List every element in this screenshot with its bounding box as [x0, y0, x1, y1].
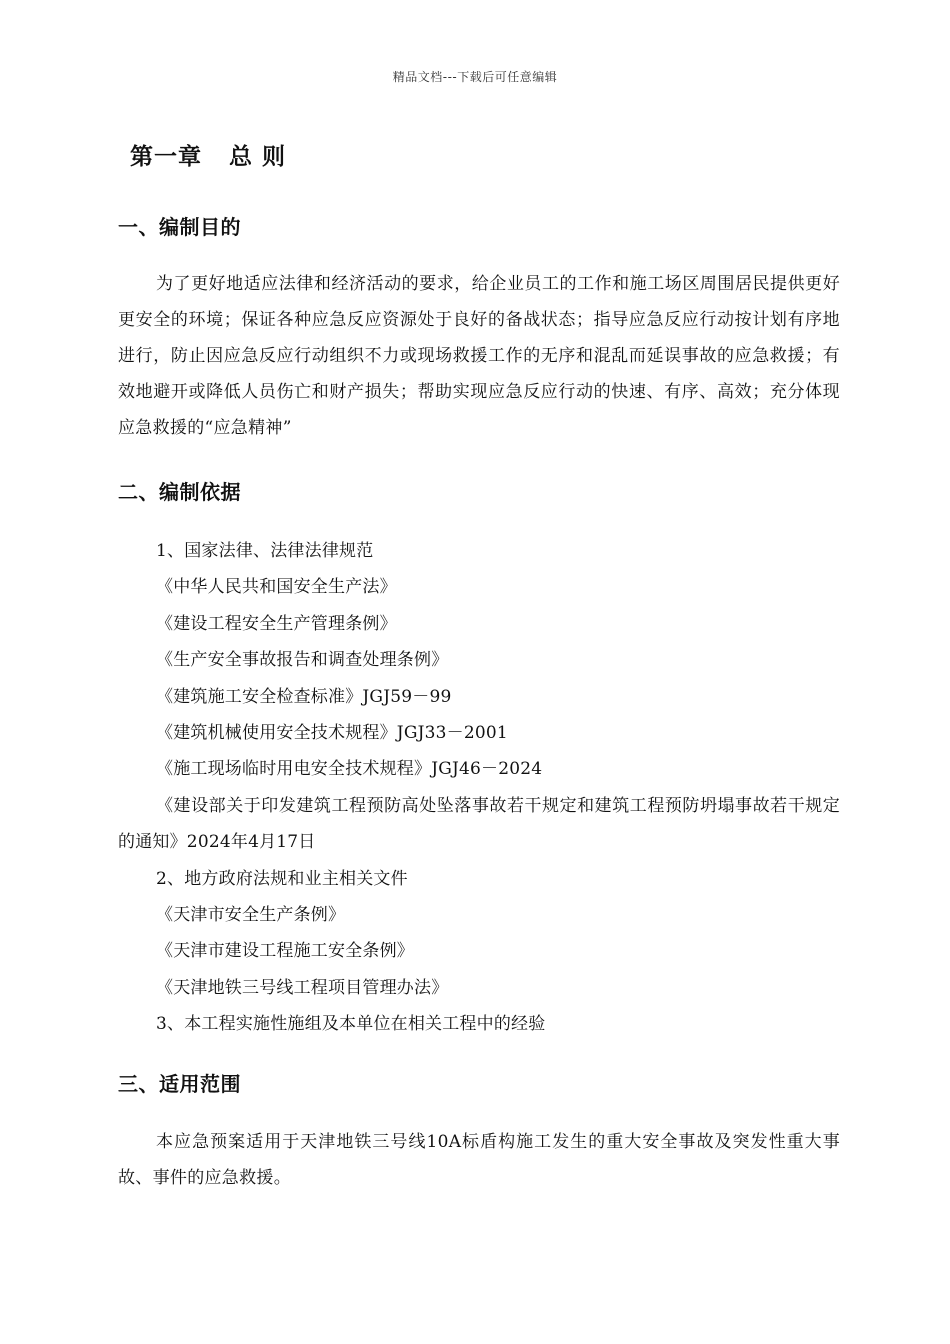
list-item: 《天津地铁三号线工程项目管理办法》 [156, 977, 449, 998]
list-item: 《建设工程安全生产管理条例》 [156, 613, 397, 634]
list-item: 2、地方政府法规和业主相关文件 [156, 868, 408, 889]
list-item: 1、国家法律、法律法律规范 [156, 541, 374, 561]
page-header-note: 精品文档---下载后可任意编辑 [392, 70, 558, 84]
list-item: 《天津市建设工程施工安全条例》 [156, 941, 414, 962]
list-item: 《生产安全事故报告和调查处理条例》 [156, 650, 449, 671]
basis-list [118, 533, 840, 1043]
list-item: 《建筑施工安全检查标准》JGJ59－99 [156, 686, 452, 707]
list-item: 《天津市安全生产条例》 [156, 905, 346, 926]
list-item: 《建筑机械使用安全技术规程》JGJ33－2001 [156, 723, 508, 744]
section-heading-scope: 三、适用范围 [118, 1072, 241, 1096]
chapter-title: 第一章 总 则 [130, 144, 287, 170]
list-item: 《施工现场临时用电安全技术规程》JGJ46－2024 [156, 759, 543, 780]
list-item: 《中华人民共和国安全生产法》 [156, 577, 397, 598]
section-paragraph-scope: 本应急预案适用于天津地铁三号线10A标盾构施工发生的重大安全事故及突发性重大事故、事件的应急救援。 [118, 1132, 840, 1188]
section-heading-purpose: 一、编制目的 [118, 215, 241, 239]
section-heading-basis: 二、编制依据 [118, 480, 241, 504]
list-item: 3、本工程实施性施组及本单位在相关工程中的经验 [156, 1014, 546, 1035]
section-paragraph-purpose: 为了更好地适应法律和经济活动的要求，给企业员工的工作和施工场区周围居民提供更好更安全的环境；保证各种应急反应资源处于良好的备战状态；指导应急反应行动按计划有序地进行，防止因应急反应行动组织不力或现场救援工作的无序和混乱而延误事故的应急救援；有效地避开或降低人员伤亡和财产损失；帮助实现应急反应行动的快速、有序、高效；充分体现应急救援的“应急精神” [118, 274, 840, 438]
list-item: 《建设部关于印发建筑工程预防高处坠落事故若干规定和建筑工程预防坍塌事故若干规定的通知》2024年4月17日 [118, 795, 840, 853]
